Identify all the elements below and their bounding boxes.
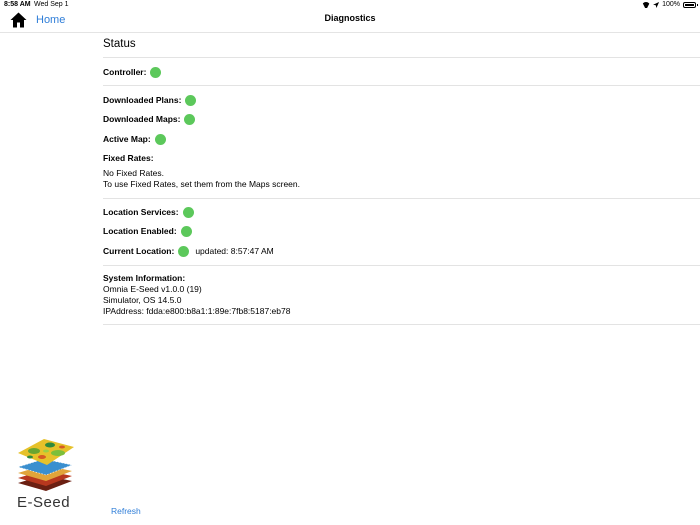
refresh-button[interactable]: Refresh	[111, 506, 141, 516]
downloaded-maps-status-dot	[184, 114, 195, 125]
home-button-label: Home	[36, 14, 66, 26]
divider	[103, 324, 700, 325]
system-info-label: System Information:	[103, 273, 186, 283]
divider	[103, 265, 700, 266]
status-right	[642, 0, 696, 10]
location-services-status-dot	[183, 207, 194, 218]
location-enabled-row	[103, 225, 192, 237]
status-heading: Status	[103, 38, 136, 50]
location-services-label: Location Services:	[103, 207, 179, 217]
location-enabled-status-dot	[181, 226, 192, 237]
ip-address: IPAddress: fdda:e800:b8a1:1:89e:7fb8:5187:eb78	[103, 306, 291, 316]
downloaded-plans-row	[103, 94, 196, 106]
current-location-label: Current Location:	[103, 246, 175, 256]
downloaded-maps-label: Downloaded Maps:	[103, 114, 181, 124]
page-title: Diagnostics	[324, 13, 376, 23]
divider	[103, 198, 700, 199]
app-version: Omnia E-Seed v1.0.0 (19)	[103, 284, 202, 294]
device-info: Simulator, OS 14.5.0	[103, 295, 182, 305]
status-bar	[0, 0, 700, 10]
divider	[103, 85, 700, 86]
battery-icon	[683, 2, 696, 8]
status-time: 8:58 AM	[4, 1, 31, 8]
controller-status-dot	[150, 67, 161, 78]
location-services-row	[103, 206, 194, 218]
downloaded-maps-row	[103, 113, 195, 125]
location-arrow-icon	[653, 2, 659, 8]
controller-row	[103, 66, 161, 78]
fixed-rates-line1: No Fixed Rates.	[103, 168, 164, 178]
fixed-rates-line2: To use Fixed Rates, set them from the Maps screen.	[103, 179, 300, 189]
controller-label: Controller:	[103, 67, 147, 77]
downloaded-plans-label: Downloaded Plans:	[103, 95, 182, 105]
logo-text: E-Seed	[17, 494, 71, 511]
status-date: Wed Sep 1	[34, 1, 69, 8]
downloaded-plans-status-dot	[185, 95, 196, 106]
current-location-updated: updated: 8:57:47 AM	[195, 246, 274, 256]
fixed-rates-label: Fixed Rates:	[103, 153, 154, 163]
current-location-status-dot	[178, 246, 189, 257]
wifi-icon	[642, 2, 650, 8]
current-location-row	[103, 245, 274, 257]
navigation-bar	[0, 10, 700, 33]
battery-percent: 100%	[662, 1, 680, 8]
active-map-label: Active Map:	[103, 134, 151, 144]
active-map-status-dot	[155, 134, 166, 145]
divider	[103, 57, 700, 58]
active-map-row	[103, 133, 166, 145]
location-enabled-label: Location Enabled:	[103, 226, 177, 236]
